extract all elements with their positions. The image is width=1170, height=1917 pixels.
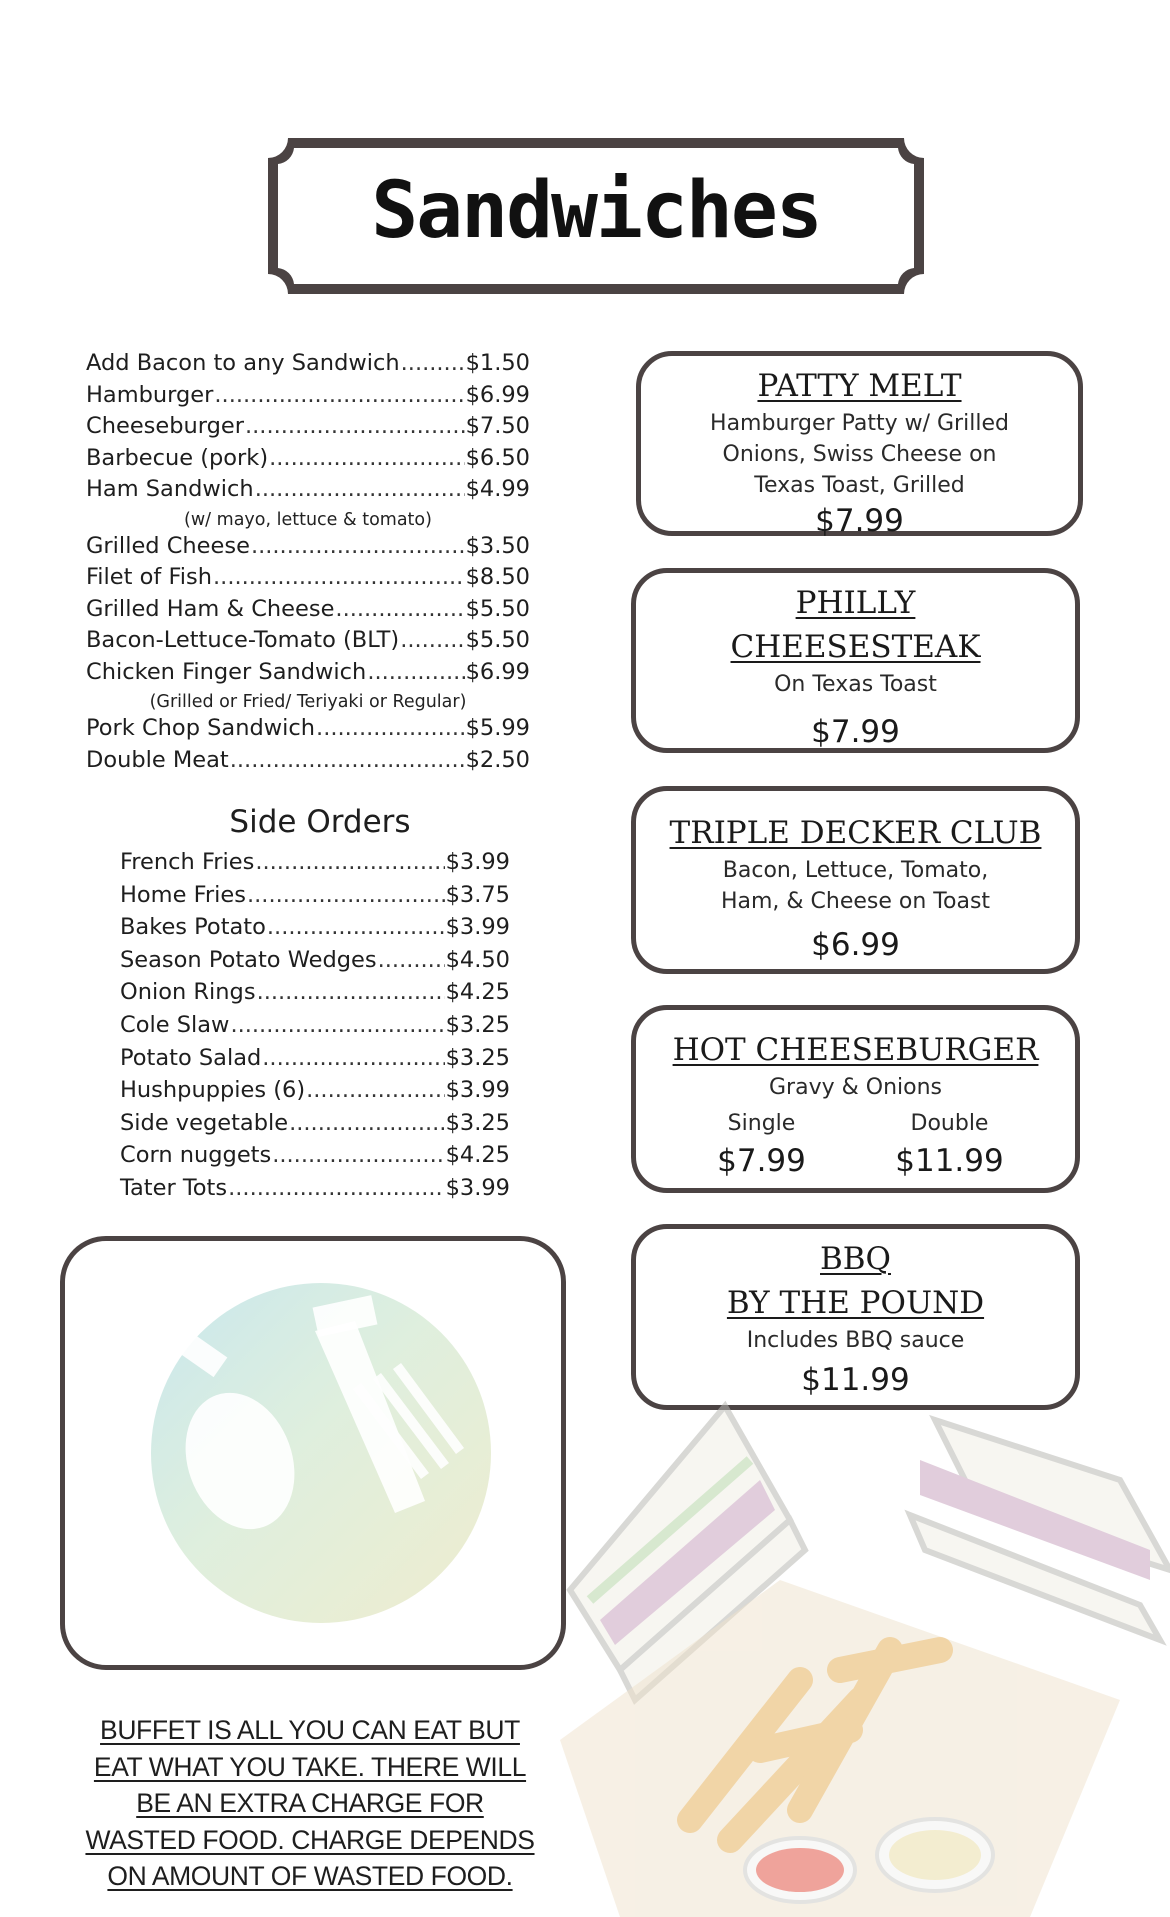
- item-price: $6.50: [465, 444, 530, 471]
- special-triple-decker-club: [631, 786, 1080, 974]
- item-price: $3.25: [445, 1109, 510, 1136]
- item-name: Cole Slaw: [120, 1011, 230, 1038]
- special-desc: Bacon, Lettuce, Tomato,: [722, 858, 989, 883]
- item-name: Hamburger: [86, 381, 214, 408]
- special-desc: Gravy & Onions: [769, 1075, 942, 1100]
- item-price: $3.99: [445, 1077, 510, 1104]
- item-price: $3.25: [445, 1044, 510, 1071]
- single-option: [702, 1107, 822, 1181]
- list-item: [86, 382, 530, 414]
- special-desc: Includes BBQ sauce: [746, 1328, 965, 1353]
- item-price: $8.50: [465, 564, 530, 590]
- leader-dots: [316, 715, 465, 741]
- list-item: [86, 350, 530, 382]
- leader-dots: [267, 914, 445, 940]
- list-item: [120, 849, 510, 882]
- item-name: Bacon-Lettuce-Tomato (BLT): [86, 627, 400, 653]
- special-desc: Ham, & Cheese on Toast: [720, 889, 991, 914]
- item-name: Home Fries: [120, 881, 246, 908]
- item-price: $3.25: [445, 1011, 510, 1038]
- list-item: [120, 1142, 510, 1175]
- title-plaque: [266, 136, 926, 296]
- item-name: Tater Tots: [120, 1174, 228, 1201]
- item-name: Chicken Finger Sandwich: [86, 658, 367, 685]
- leader-dots: [272, 1142, 444, 1168]
- list-item: [86, 747, 530, 779]
- item-name: Cheeseburger: [86, 413, 244, 439]
- special-price: $7.99: [815, 503, 904, 539]
- leader-dots: [255, 476, 465, 502]
- leader-dots: [255, 849, 444, 875]
- item-name: Ham Sandwich: [86, 476, 254, 502]
- item-name: Bakes Potato: [120, 914, 266, 941]
- list-item: [86, 659, 530, 691]
- food-illustration: [560, 1400, 1170, 1917]
- special-price: $6.99: [811, 927, 900, 963]
- leader-dots: [367, 659, 464, 685]
- list-item: [120, 1110, 510, 1143]
- side-orders-heading: Side Orders: [229, 804, 411, 840]
- item-price: $6.99: [465, 381, 530, 408]
- special-hot-cheeseburger: [631, 1005, 1080, 1193]
- double-price: $11.99: [895, 1143, 1004, 1179]
- leader-dots: [401, 350, 465, 376]
- double-label: Double: [910, 1111, 989, 1136]
- special-title: BBQ: [820, 1241, 891, 1277]
- leader-dots: [228, 1175, 444, 1201]
- leader-dots: [262, 1045, 444, 1071]
- item-name: Corn nuggets: [120, 1142, 272, 1169]
- leader-dots: [230, 747, 465, 773]
- buffet-notice: [70, 1712, 550, 1895]
- item-name: Barbecue (pork): [86, 444, 269, 471]
- item-name: Filet of Fish: [86, 564, 213, 590]
- item-note: (w/ mayo, lettuce & tomato): [184, 509, 432, 530]
- item-name: Grilled Cheese: [86, 532, 250, 559]
- special-title: PHILLY: [795, 585, 916, 621]
- item-name: Hushpuppies (6): [120, 1077, 306, 1104]
- page-title: Sandwiches: [371, 166, 821, 256]
- list-item: [86, 476, 530, 508]
- special-patty-melt: [636, 351, 1083, 539]
- special-title: CHEESESTEAK: [730, 629, 981, 665]
- special-price: $7.99: [811, 714, 900, 750]
- leader-dots: [335, 596, 464, 622]
- list-item: [120, 882, 510, 915]
- item-price: $2.50: [465, 746, 530, 773]
- list-item: [86, 627, 530, 659]
- item-price: $3.99: [445, 1174, 510, 1201]
- logo-box: [60, 1236, 566, 1670]
- item-name: Season Potato Wedges: [120, 946, 377, 973]
- item-price: $3.75: [445, 881, 510, 908]
- list-item: [120, 1045, 510, 1078]
- item-price: $5.50: [465, 627, 530, 653]
- item-price: $1.50: [465, 350, 530, 376]
- item-price: $3.99: [445, 914, 510, 941]
- leader-dots: [245, 413, 465, 439]
- spoon-fork-logo-icon: [65, 1241, 561, 1665]
- item-price: $5.50: [465, 595, 530, 622]
- special-title: BY THE POUND: [726, 1285, 985, 1321]
- item-name: Potato Salad: [120, 1044, 262, 1071]
- leader-dots: [251, 533, 465, 559]
- leader-dots: [269, 445, 464, 471]
- special-desc: On Texas Toast: [774, 672, 937, 697]
- list-item: [120, 947, 510, 980]
- item-price: $5.99: [465, 715, 530, 741]
- item-price: $3.99: [445, 849, 510, 875]
- list-item: [120, 1175, 510, 1208]
- item-price: $4.25: [445, 979, 510, 1006]
- item-name: French Fries: [120, 849, 255, 875]
- list-item: [86, 596, 530, 628]
- item-name: Grilled Ham & Cheese: [86, 595, 335, 622]
- leader-dots: [306, 1077, 444, 1103]
- notice-line: EAT WHAT YOU TAKE. THERE WILL: [93, 1751, 527, 1782]
- list-item: [86, 564, 530, 596]
- item-name: Side vegetable: [120, 1109, 289, 1136]
- sandwich-list: [86, 350, 530, 778]
- special-desc: Onions, Swiss Cheese on: [722, 442, 997, 467]
- list-item: [86, 445, 530, 477]
- special-desc: Hamburger Patty w/ Grilled: [710, 411, 1009, 436]
- special-title: PATTY MELT: [757, 368, 962, 404]
- notice-line: BUFFET IS ALL YOU CAN EAT BUT: [100, 1715, 520, 1745]
- item-price: $4.25: [445, 1142, 510, 1169]
- leader-dots: [213, 564, 465, 590]
- list-item: [86, 413, 530, 445]
- leader-dots: [378, 947, 445, 973]
- notice-line: BE AN EXTRA CHARGE FOR: [136, 1788, 484, 1819]
- special-title: HOT CHEESEBURGER: [672, 1032, 1039, 1068]
- double-option: [890, 1107, 1010, 1181]
- leader-dots: [230, 1012, 444, 1038]
- notice-line: ON AMOUNT OF WASTED FOOD.: [107, 1861, 513, 1892]
- item-note: (Grilled or Fried/ Teriyaki or Regular): [149, 692, 467, 712]
- special-title: TRIPLE DECKER CLUB: [669, 815, 1042, 851]
- item-name: Add Bacon to any Sandwich: [86, 350, 400, 376]
- item-price: $3.50: [465, 532, 530, 559]
- leader-dots: [289, 1110, 444, 1136]
- list-item: [86, 533, 530, 565]
- list-item: [120, 914, 510, 947]
- special-philly-cheesesteak: [631, 568, 1080, 753]
- single-price: $7.99: [717, 1143, 806, 1179]
- list-item: [120, 1077, 510, 1110]
- item-price: $6.99: [465, 658, 530, 685]
- leader-dots: [247, 882, 445, 908]
- side-orders-list: [120, 849, 510, 1208]
- item-price: $4.50: [445, 946, 510, 973]
- item-name: Double Meat: [86, 746, 229, 773]
- item-name: Onion Rings: [120, 979, 256, 1006]
- item-name: Pork Chop Sandwich: [86, 715, 316, 741]
- list-item: [120, 1012, 510, 1045]
- special-desc: Texas Toast, Grilled: [754, 473, 965, 498]
- item-price: $4.99: [465, 476, 530, 502]
- leader-dots: [257, 979, 445, 1005]
- special-bbq-by-the-pound: [631, 1224, 1080, 1410]
- leader-dots: [400, 627, 464, 653]
- notice-line: WASTED FOOD. CHARGE DEPENDS: [85, 1824, 535, 1855]
- item-price: $7.50: [465, 413, 530, 439]
- special-price: $11.99: [801, 1362, 910, 1398]
- list-item: [86, 715, 530, 747]
- size-options: [636, 1107, 1075, 1181]
- list-item: [120, 979, 510, 1012]
- leader-dots: [214, 382, 464, 408]
- single-label: Single: [727, 1111, 796, 1136]
